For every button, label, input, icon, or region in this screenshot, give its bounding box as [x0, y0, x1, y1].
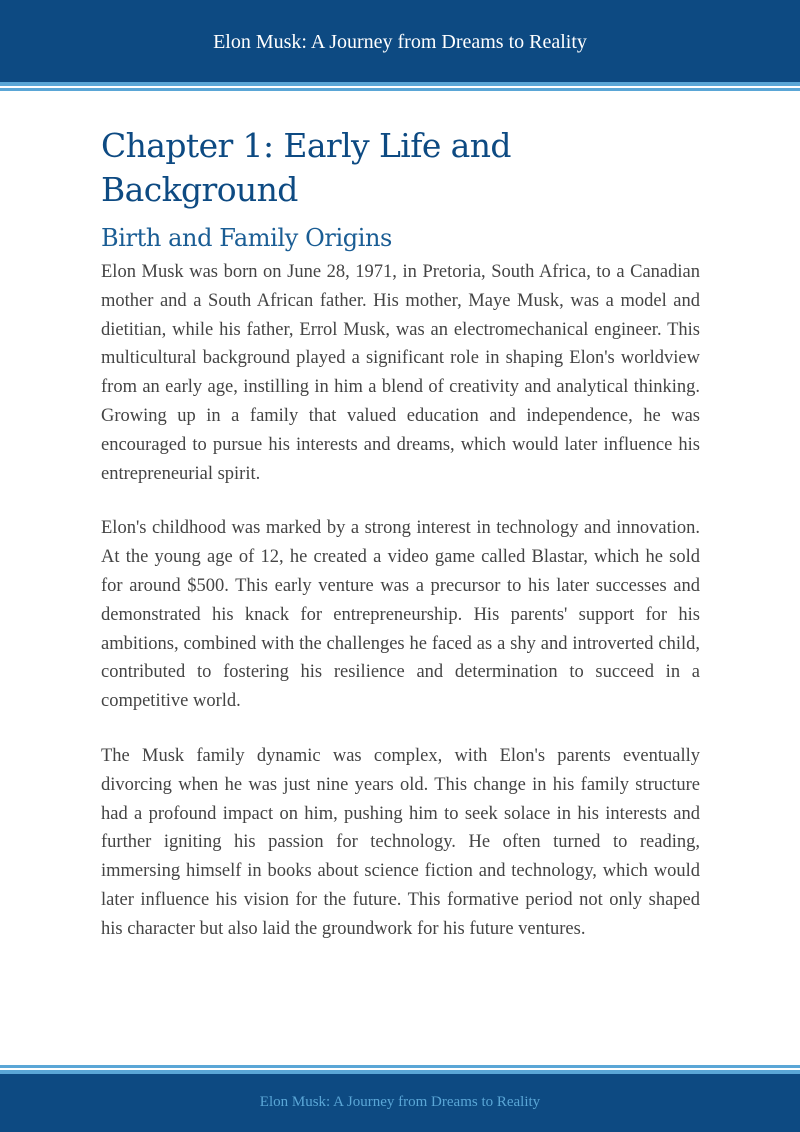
page-header	[0, 0, 800, 82]
header-rule-bottom	[0, 88, 800, 91]
body-paragraph: Elon's childhood was marked by a strong interest in technology and innovation. At the young age of 12, he created a video game called Blastar, which he sold for around $500. This early venture was a precursor to his later successes and demonstrated his knack for entrepreneurship. His parents' support for his ambitions, combined with the challenges he faced as a shy and introverted child, contributed to fostering his resilience and determination to succeed in a competitive world.	[101, 518, 700, 712]
page-content	[101, 124, 700, 944]
header-title: Elon Musk: A Journey from Dreams to Reality	[213, 31, 587, 53]
page-footer	[0, 1074, 800, 1132]
body-paragraph: The Musk family dynamic was complex, with Elon's parents eventually divorcing when he was just nine years old. This change in his family structure had a profound impact on him, pushing him to seek solace in his interests and further igniting his passion for technology. He often turned to reading, immersing himself in books about science fiction and technology, which would later influence his vision for the future. This formative period not only shaped his character but also laid the groundwork for his future ventures.	[101, 745, 700, 939]
footer-title: Elon Musk: A Journey from Dreams to Reality	[259, 1094, 541, 1110]
chapter-title: Chapter 1: Early Life and Background	[101, 126, 511, 209]
body-paragraph: Elon Musk was born on June 28, 1971, in Pretoria, South Africa, to a Canadian mother and a South African father. His mother, Maye Musk, was a model and dietitian, while his father, Errol Musk, was an electromechanical engineer. This multicultural background played a significant role in shaping Elon's worldview from an early age, instilling in him a blend of creativity and analytical thinking. Growing up in a family that valued education and independence, he was encouraged to pursue his interests and dreams, which would later influence his entrepreneurial spirit.	[101, 262, 700, 484]
section-title: Birth and Family Origins	[101, 224, 392, 252]
